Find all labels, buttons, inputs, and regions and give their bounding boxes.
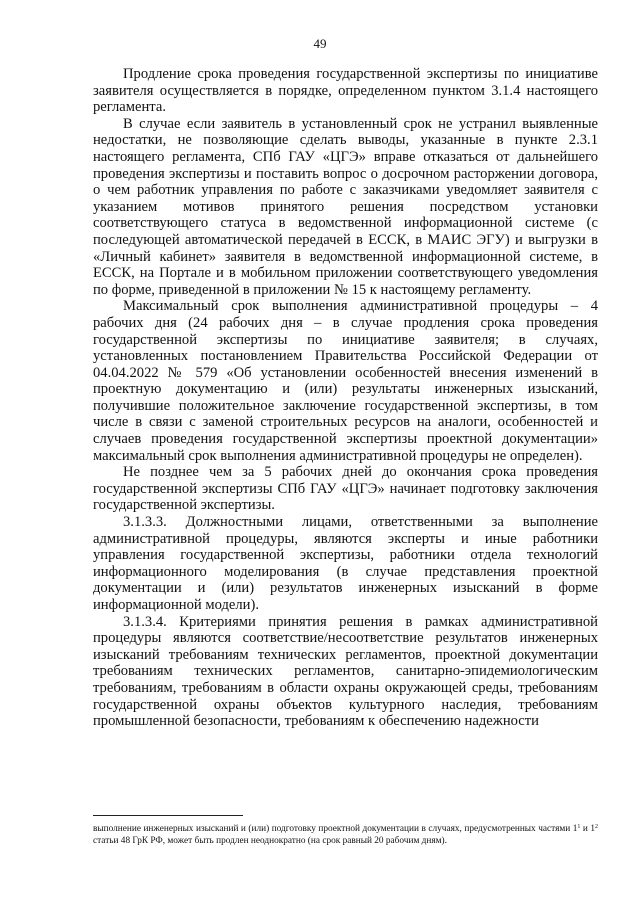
- paragraph-expertise-refusal: В случае если заявитель в установленный срок не устранил выявленные недостатки, не позволяющие сделать выводы, указанные в пункте 2.3.1 настоящего регламента, СПб ГАУ «ЦГЭ» вправе отказаться от дальнейшего проведения экспертизы и поставить вопрос о досрочном расторжении договора, о чем работник управления по работе с заказчиками уведомляет заявителя с указанием мотивов принятого решения посредством установки соответствующего статуса в ведомственной информационной системе (с последующей автоматической передачей в ЕССК, в МАИС ЭГУ) и выгрузки в «Личный кабинет» заявителя в ведомственной информационной системе, в ЕССК, на Портале и в мобильном приложении соответствующего уведомления по форме, приведенной в приложении № 15 к настоящему регламенту.: [93, 115, 598, 298]
- paragraph-3-1-3-4-decision-criteria: 3.1.3.4. Критериями принятия решения в рамках административной процедуры являются соответствие/несоответствие результатов инженерных изысканий требованиям технических регламентов, проектной документации требованиям технических регламентов, санитарно-эпидемиологическим требованиям, требованиям в области охраны окружающей среды, требованиям государственной охраны объектов культурного наследия, требованиям промышленной безопасности, требованиям к обеспечению надежности: [93, 613, 598, 730]
- footnote-superscript-2: 2: [595, 824, 598, 830]
- footnote-superscript-1: 1: [577, 824, 581, 830]
- body-text: [93, 66, 598, 730]
- footnote-text-part-2: и 1: [580, 824, 595, 834]
- footnote-text-part-3: статьи 48 ГрК РФ, может быть продлен неоднократно (на срок равный 20 рабочим дням).: [93, 835, 447, 846]
- page-number: 49: [313, 36, 327, 51]
- paragraph-conclusion-preparation: Не позднее чем за 5 рабочих дней до окончания срока проведения государственной экспертизы СПб ГАУ «ЦГЭ» начинает подготовку заключения государственной экспертизы.: [93, 464, 598, 514]
- paragraph-max-duration: Максимальный срок выполнения административной процедуры – 4 рабочих дня (24 рабочих дня – в случае продления срока проведения государственной экспертизы по инициативе заявителя; в случаях, установленных постановлением Правительства Российской Федерации от 04.04.2022 № 579 «Об установлении особенностей внесения изменений в проектную документацию и (или) результаты инженерных изысканий, получившие положительное заключение государственной экспертизы, в том числе в связи с заменой строительных ресурсов на аналоги, особенностей и случаев проведения государственной экспертизы проектной документации» максимальный срок выполнения административной процедуры не определен).: [93, 298, 598, 464]
- footnote-divider: [93, 815, 243, 816]
- footnote-text-part-1: выполнение инженерных изысканий и (или) подготовку проектной документации в случаях, предусмотренных частями 1: [93, 824, 578, 834]
- footnote: [93, 824, 598, 847]
- paragraph-extension-procedure: Продление срока проведения государственной экспертизы по инициативе заявителя осуществляется в порядке, определенном пунктом 3.1.4 настоящего регламента.: [93, 66, 598, 116]
- paragraph-3-1-3-3-responsible-persons: 3.1.3.3. Должностными лицами, ответственными за выполнение административной процедуры, являются эксперты и иные работники управления государственной экспертизы, работники отдела технологий информационного моделирования (в случае представления проектной документации и (или) результатов инженерных изысканий в форме информационной модели).: [93, 514, 598, 613]
